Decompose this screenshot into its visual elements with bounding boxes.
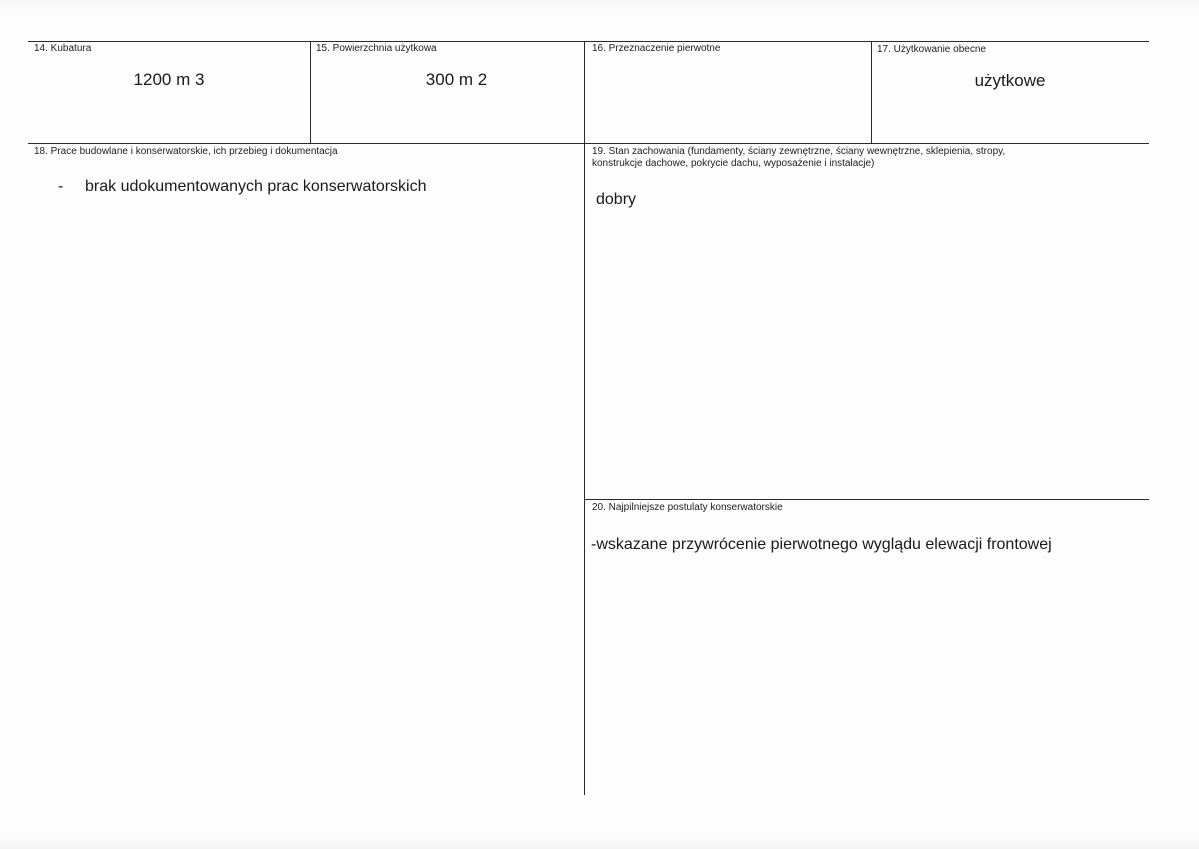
powierzchnia-label: 15. Powierzchnia użytkowa	[316, 43, 437, 54]
divider-14-15	[310, 41, 311, 143]
uzytkowanie-label: 17. Użytkowanie obecne	[877, 44, 986, 55]
top-rule	[28, 41, 1149, 42]
postulaty-value: -wskazane przywrócenie pierwotnego wyglądu elewacji frontowej	[591, 536, 1052, 553]
prace-bullet: -	[58, 178, 64, 195]
divider-16-17	[871, 41, 872, 143]
divider-18-19	[584, 143, 585, 795]
kubatura-label: 14. Kubatura	[34, 43, 92, 54]
postulaty-label: 20. Najpilniejsze postulaty konserwatorskie	[592, 502, 783, 513]
row-divider	[28, 143, 1149, 144]
prace-label: 18. Prace budowlane i konserwatorskie, ich przebieg i dokumentacja	[34, 146, 338, 157]
uzytkowanie-value: użytkowe	[974, 71, 1046, 90]
stan-value: dobry	[596, 191, 637, 208]
divider-15-16	[584, 41, 585, 143]
stan-label-line1: 19. Stan zachowania (fundamenty, ściany zewnętrzne, ściany wewnętrzne, sklepienia, stropy,	[592, 146, 1006, 157]
section-20-divider	[584, 499, 1149, 500]
kubatura-value: 1200 m 3	[133, 70, 205, 89]
prace-value: brak udokumentowanych prac konserwatorskich	[85, 178, 427, 195]
powierzchnia-value: 300 m 2	[425, 70, 488, 89]
stan-label-line2: konstrukcje dachowe, pokrycie dachu, wyposażenie i instalacje)	[592, 158, 875, 169]
przeznaczenie-label: 16. Przeznaczenie pierwotne	[592, 43, 721, 54]
